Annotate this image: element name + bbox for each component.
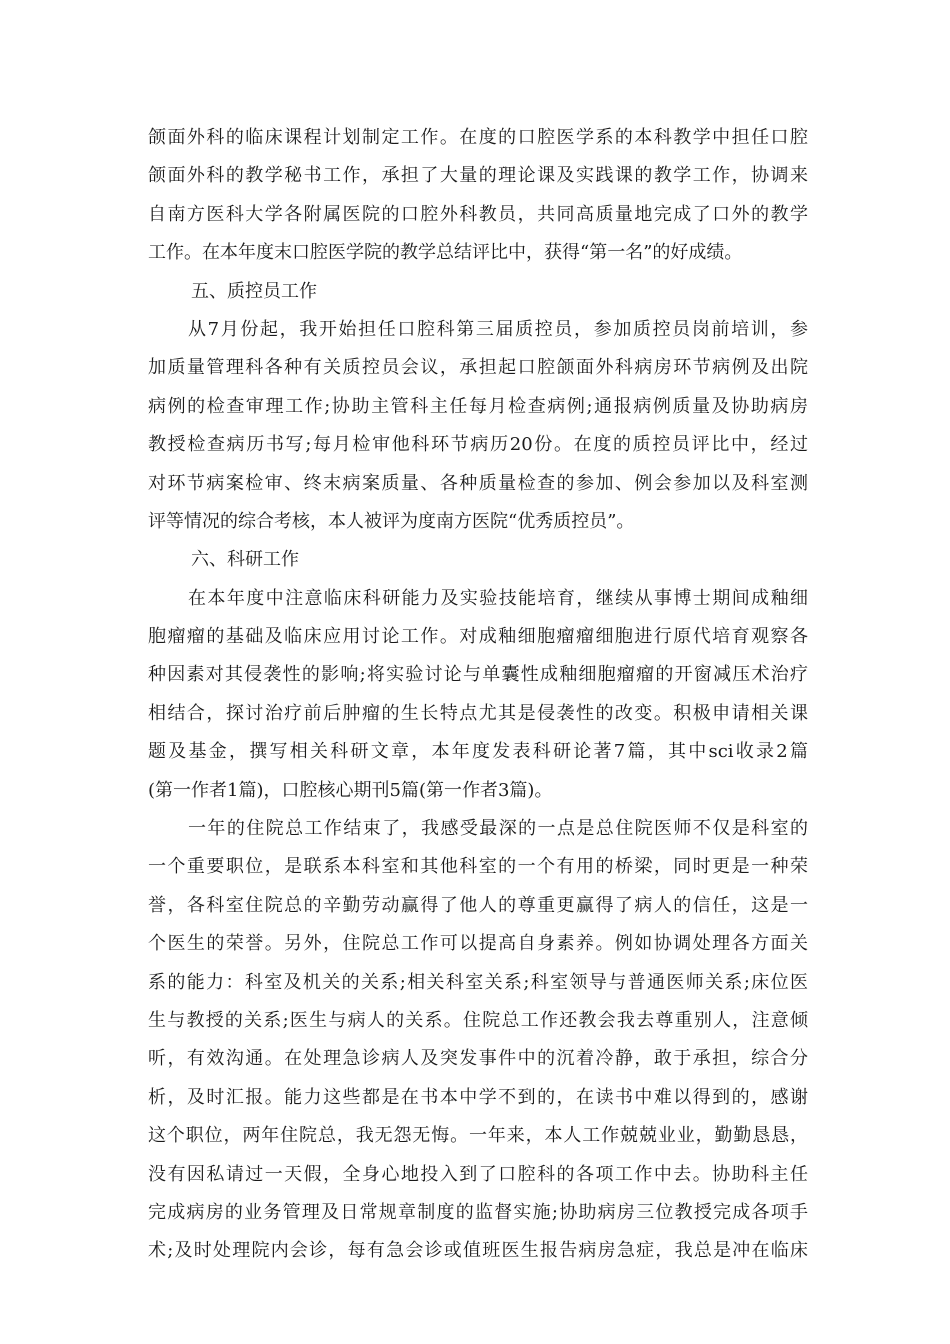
- text-line: 题及基金，撰写相关科研文章，本年度发表科研论著7篇，其中sci收录2篇: [148, 741, 808, 763]
- text-line: 没有因私请过一天假，全身心地投入到了口腔科的各项工作中去。协助科主任: [148, 1163, 808, 1185]
- text-line: 胞瘤瘤的基础及临床应用讨论工作。对成釉细胞瘤瘤细胞进行原代培育观察各: [148, 626, 808, 648]
- text-line: 自南方医科大学各附属医院的口腔外科教员，共同高质量地完成了口外的教学: [148, 203, 808, 225]
- text-line: 完成病房的业务管理及日常规章制度的监督实施;协助病房三位教授完成各项手: [148, 1201, 808, 1223]
- text-line: 术;及时处理院内会诊，每有急会诊或值班医生报告病房急症，我总是冲在临床: [148, 1240, 808, 1262]
- text-line: 一个重要职位，是联系本科室和其他科室的一个有用的桥梁，同时更是一种荣: [148, 856, 808, 878]
- text-line: 从7月份起，我开始担任口腔科第三届质控员，参加质控员岗前培训，参: [188, 318, 808, 340]
- text-line: 评等情况的综合考核，本人被评为度南方医院“优秀质控员”。: [148, 510, 635, 532]
- text-line: (第一作者1篇)，口腔核心期刊5篇(第一作者3篇)。: [148, 779, 553, 801]
- text-line: 听，有效沟通。在处理急诊病人及突发事件中的沉着冷静，敢于承担，综合分: [148, 1048, 808, 1070]
- text-line: 加质量管理科各种有关质控员会议，承担起口腔颌面外科病房环节病例及出院: [148, 357, 808, 379]
- section-heading: 五、质控员工作: [191, 280, 317, 302]
- text-line: 在本年度中注意临床科研能力及实验技能培育，继续从事博士期间成釉细: [188, 587, 808, 609]
- text-line: 颌面外科的临床课程计划制定工作。在度的口腔医学系的本科教学中担任口腔: [148, 127, 808, 148]
- text-line: 工作。在本年度末口腔医学院的教学总结评比中，获得“第一名”的好成绩。: [148, 242, 743, 264]
- text-line: 对环节病案检审、终末病案质量、各种质量检查的参加、例会参加以及科室测: [148, 472, 808, 494]
- text-line: 个医生的荣誉。另外，住院总工作可以提高自身素养。例如协调处理各方面关: [148, 933, 808, 955]
- text-line: 种因素对其侵袭性的影响;将实验讨论与单囊性成釉细胞瘤瘤的开窗减压术治疗: [148, 664, 808, 686]
- text-line: 系的能力：科室及机关的关系;相关科室关系;科室领导与普通医师关系;床位医: [148, 971, 808, 993]
- section-heading: 六、科研工作: [191, 549, 299, 571]
- document-body: [148, 119, 808, 1271]
- text-line: 病例的检查审理工作;协助主管科主任每月检查病例;通报病例质量及协助病房: [148, 395, 808, 417]
- text-line: 教授检查病历书写;每月检审他科环节病历20份。在度的质控员评比中，经过: [148, 434, 808, 456]
- text-line: 这个职位，两年住院总，我无怨无悔。一年来，本人工作兢兢业业，勤勤恳恳，: [148, 1125, 808, 1147]
- text-line: 生与教授的关系;医生与病人的关系。住院总工作还教会我去尊重别人，注意倾: [148, 1009, 808, 1031]
- text-line: 一年的住院总工作结束了，我感受最深的一点是总住院医师不仅是科室的: [188, 818, 808, 840]
- text-line: 誉，各科室住院总的辛勤劳动赢得了他人的尊重更赢得了病人的信任，这是一: [148, 894, 808, 916]
- text-line: 析，及时汇报。能力这些都是在书本中学不到的，在读书中难以得到的，感谢: [148, 1086, 808, 1108]
- text-line: 相结合，探讨治疗前后肿瘤的生长特点尤其是侵袭性的改变。积极申请相关课: [148, 702, 808, 724]
- text-line: 颌面外科的教学秘书工作，承担了大量的理论课及实践课的教学工作，协调来: [148, 165, 808, 187]
